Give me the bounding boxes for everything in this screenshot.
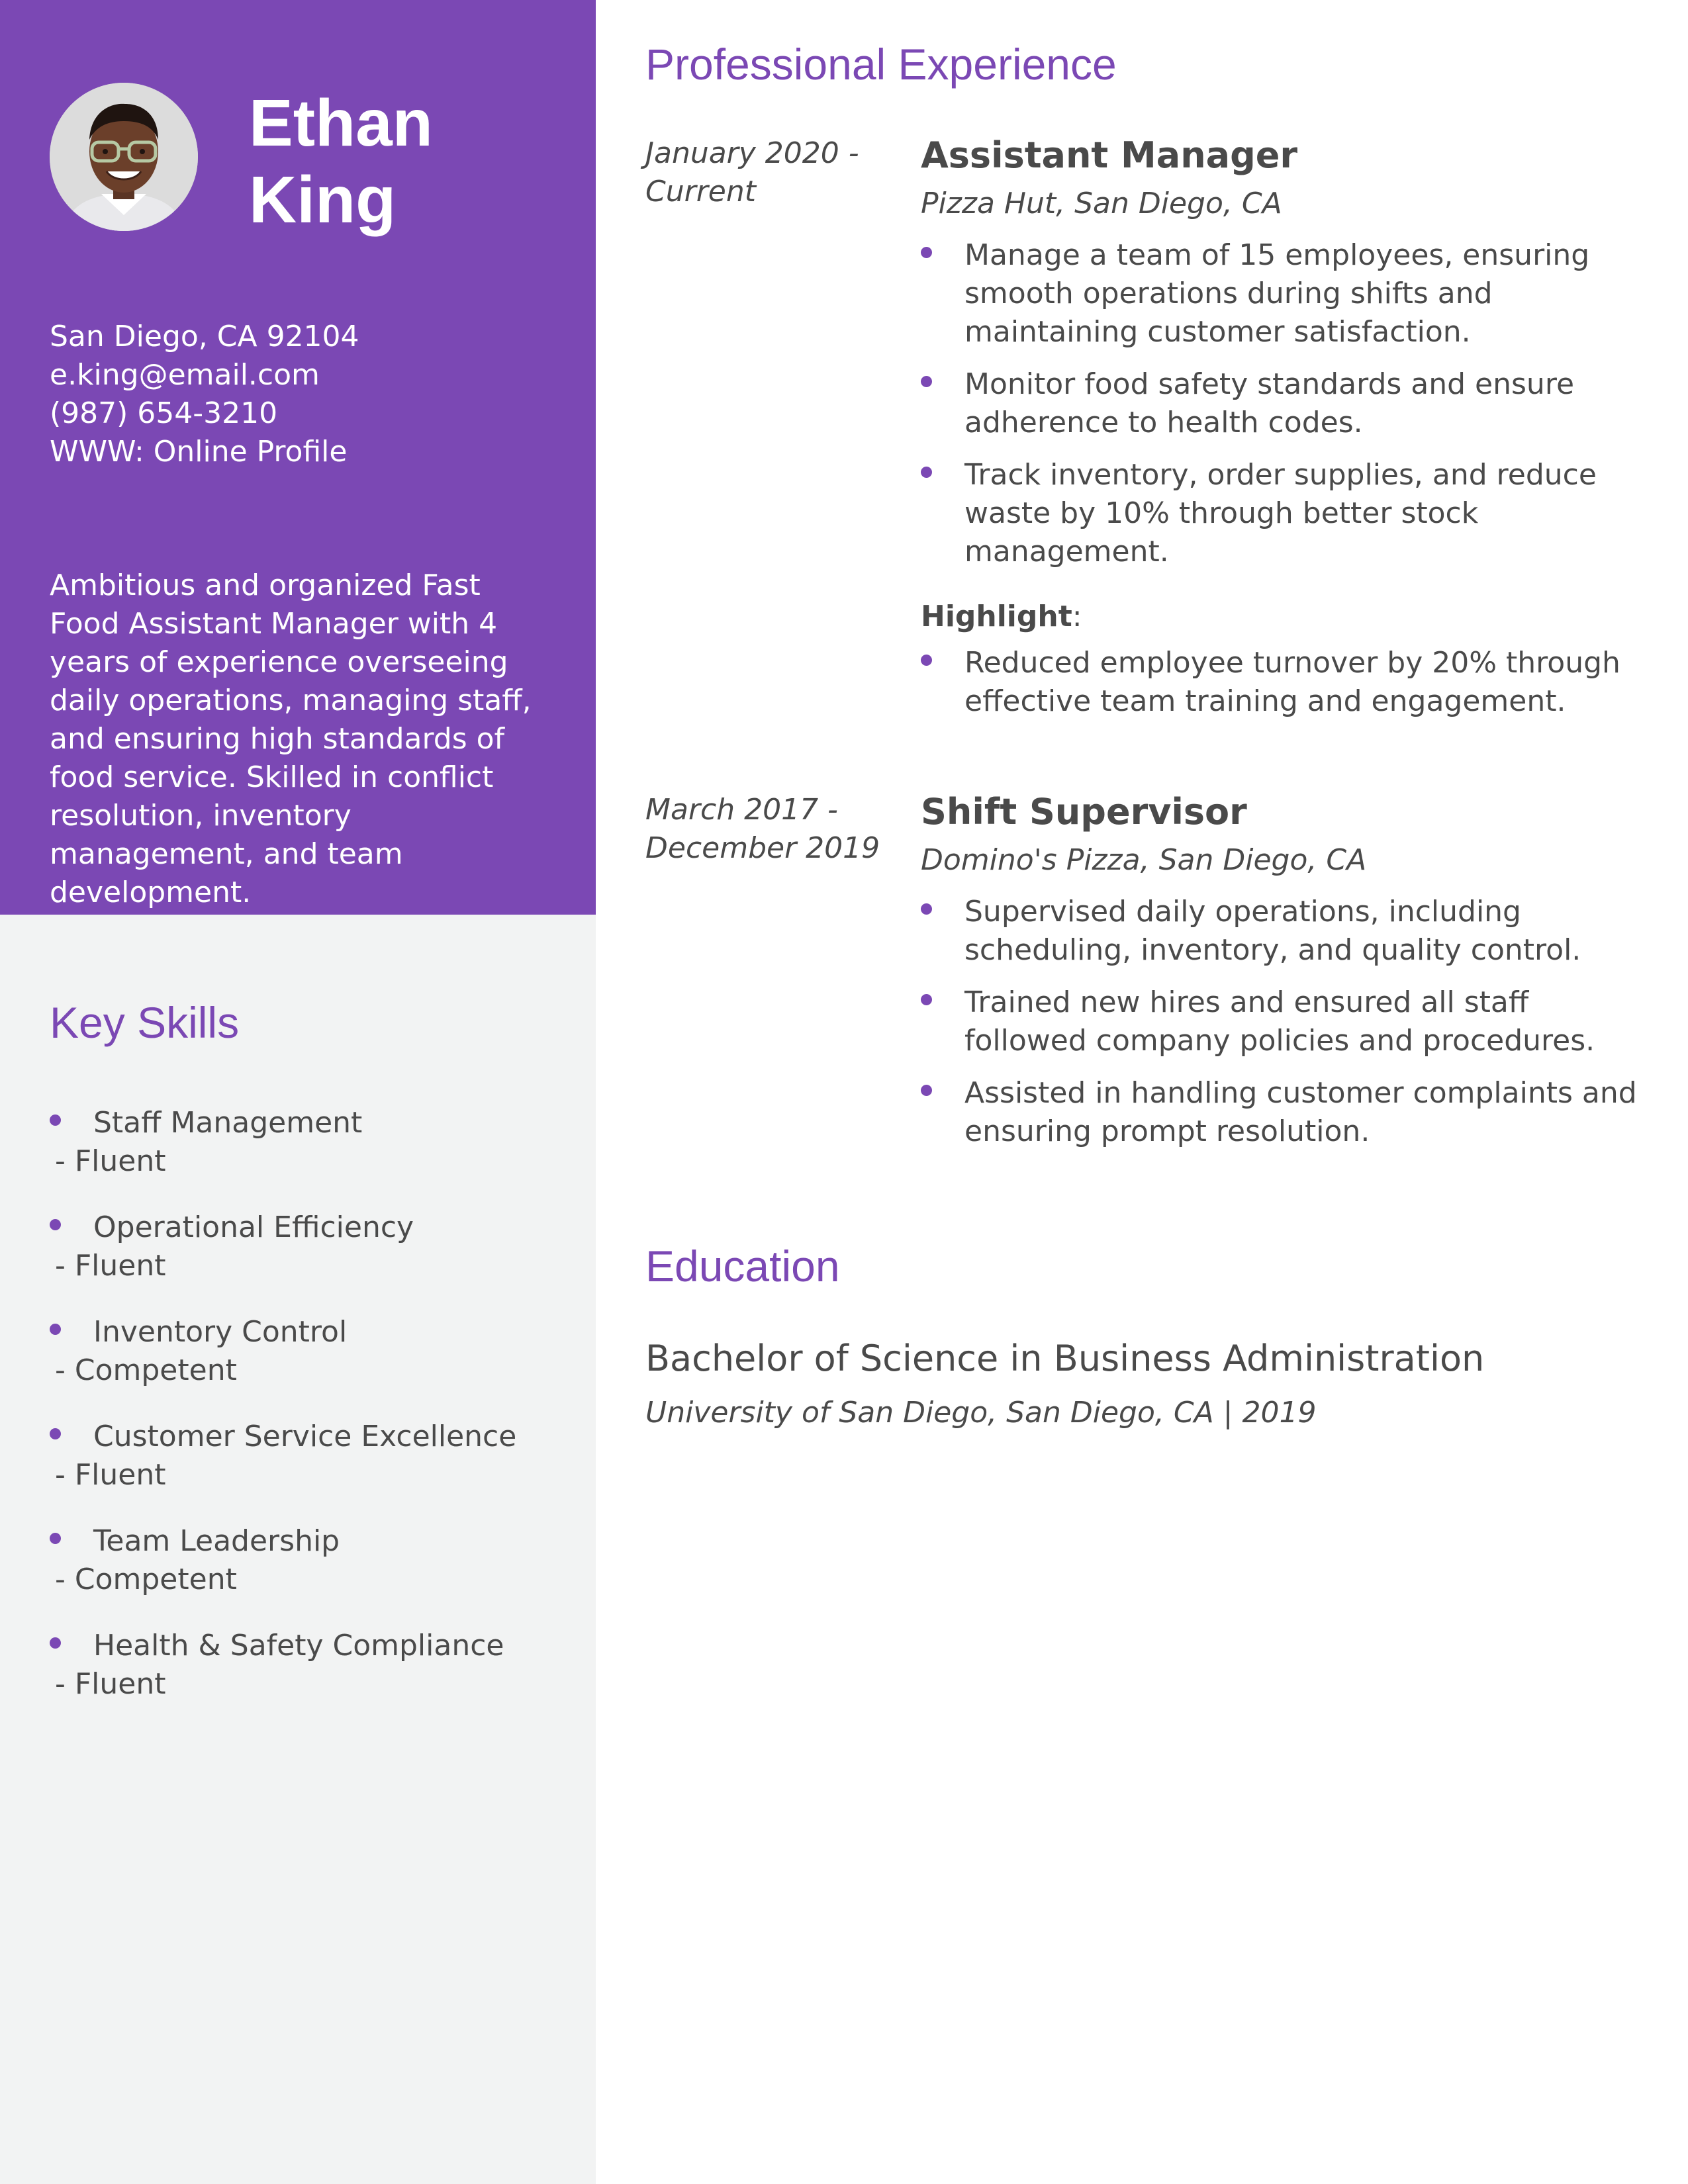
contact-location: San Diego, CA 92104 [50, 320, 359, 353]
bullet-icon [50, 1533, 61, 1544]
bullet-icon [50, 1115, 61, 1126]
job-dates: March 2017 - December 2019 [645, 793, 880, 865]
bullet-icon [50, 1428, 61, 1439]
skill-name: Operational Efficiency [93, 1210, 414, 1244]
skill-item [50, 1627, 573, 1731]
sidebar-header [0, 0, 596, 915]
bullet-icon [921, 655, 932, 666]
skills-list [50, 1104, 573, 1731]
sidebar [0, 0, 596, 2184]
job-dates: January 2020 - Current [645, 136, 859, 208]
bullet-text: Reduced employee turnover by 20% through effective team training and engagement. [964, 646, 1620, 718]
job-title: Shift Supervisor [921, 791, 1247, 833]
skill-level: - Fluent [55, 1458, 166, 1492]
bullet-icon [50, 1324, 61, 1335]
bullet-icon [921, 376, 932, 387]
job-bullets [921, 893, 1652, 1151]
skill-level: - Fluent [55, 1144, 166, 1178]
professional-summary: Ambitious and organized Fast Food Assistant Manager with 4 years of experience overseeing daily operations, managing staff, and ensuring high standards of food service. Skilled in conflict resolution, inventory management, and team development. [50, 569, 532, 909]
skill-level: - Fluent [55, 1249, 166, 1283]
candidate-name [249, 85, 580, 238]
contact-info [50, 318, 566, 471]
bullet-icon [921, 247, 932, 258]
list-item [921, 644, 1652, 721]
list-item [921, 983, 1652, 1060]
contact-email[interactable]: e.king@email.com [50, 358, 320, 392]
education-degree: Bachelor of Science in Business Administration [645, 1338, 1485, 1379]
highlight-colon: : [1072, 600, 1082, 633]
bullet-text: Supervised daily operations, including scheduling, inventory, and quality control. [964, 895, 1581, 967]
bullet-text: Trained new hires and ensured all staff followed company policies and procedures. [964, 985, 1595, 1058]
last-name: King [249, 163, 397, 237]
bullet-text: Manage a team of 15 employees, ensuring smooth operations during shifts and maintaining customer satisfaction. [964, 238, 1590, 349]
highlight-label-text: Highlight [921, 600, 1072, 633]
job-details [921, 791, 1652, 1165]
bullet-text: Monitor food safety standards and ensure adherence to health codes. [964, 367, 1575, 439]
job-company: Pizza Hut, San Diego, CA [921, 187, 1282, 220]
profile-photo [50, 83, 198, 231]
bullet-text: Track inventory, order supplies, and reduce waste by 10% through better stock management. [964, 458, 1597, 569]
bullet-icon [921, 467, 932, 478]
education-heading: Education [645, 1242, 840, 1291]
skill-item [50, 1418, 573, 1522]
job-details [921, 134, 1652, 735]
avatar [50, 83, 198, 231]
list-item [921, 1074, 1652, 1151]
skill-name: Staff Management [93, 1106, 363, 1140]
skill-item [50, 1208, 573, 1313]
key-skills-heading: Key Skills [50, 998, 240, 1047]
list-item [921, 456, 1652, 571]
skill-level: - Fluent [55, 1667, 166, 1701]
education-school: University of San Diego, San Diego, CA | 2019 [645, 1396, 1317, 1430]
list-item [921, 236, 1652, 351]
experience-heading: Professional Experience [645, 40, 1117, 89]
skill-level: - Competent [55, 1563, 237, 1596]
bullet-icon [50, 1637, 61, 1649]
list-item [921, 365, 1652, 442]
job-company: Domino's Pizza, San Diego, CA [921, 843, 1367, 877]
bullet-icon [921, 1085, 932, 1096]
skill-name: Customer Service Excellence [93, 1420, 517, 1453]
skill-name: Inventory Control [93, 1315, 348, 1349]
job-bullets [921, 236, 1652, 571]
highlight-bullets [921, 644, 1652, 721]
first-name: Ethan [249, 86, 433, 160]
bullet-icon [921, 994, 932, 1005]
bullet-icon [921, 903, 932, 915]
contact-website[interactable]: WWW: Online Profile [50, 435, 348, 469]
skill-item [50, 1313, 573, 1418]
skill-name: Health & Safety Compliance [93, 1629, 504, 1662]
contact-phone[interactable]: (987) 654-3210 [50, 396, 278, 430]
list-item [921, 893, 1652, 970]
skill-item [50, 1522, 573, 1627]
highlight-label [921, 598, 1652, 636]
job-title: Assistant Manager [921, 134, 1298, 176]
bullet-icon [50, 1219, 61, 1230]
bullet-text: Assisted in handling customer complaints and ensuring prompt resolution. [964, 1076, 1637, 1148]
skill-item [50, 1104, 573, 1208]
skill-name: Team Leadership [93, 1524, 340, 1558]
skill-level: - Competent [55, 1353, 237, 1387]
